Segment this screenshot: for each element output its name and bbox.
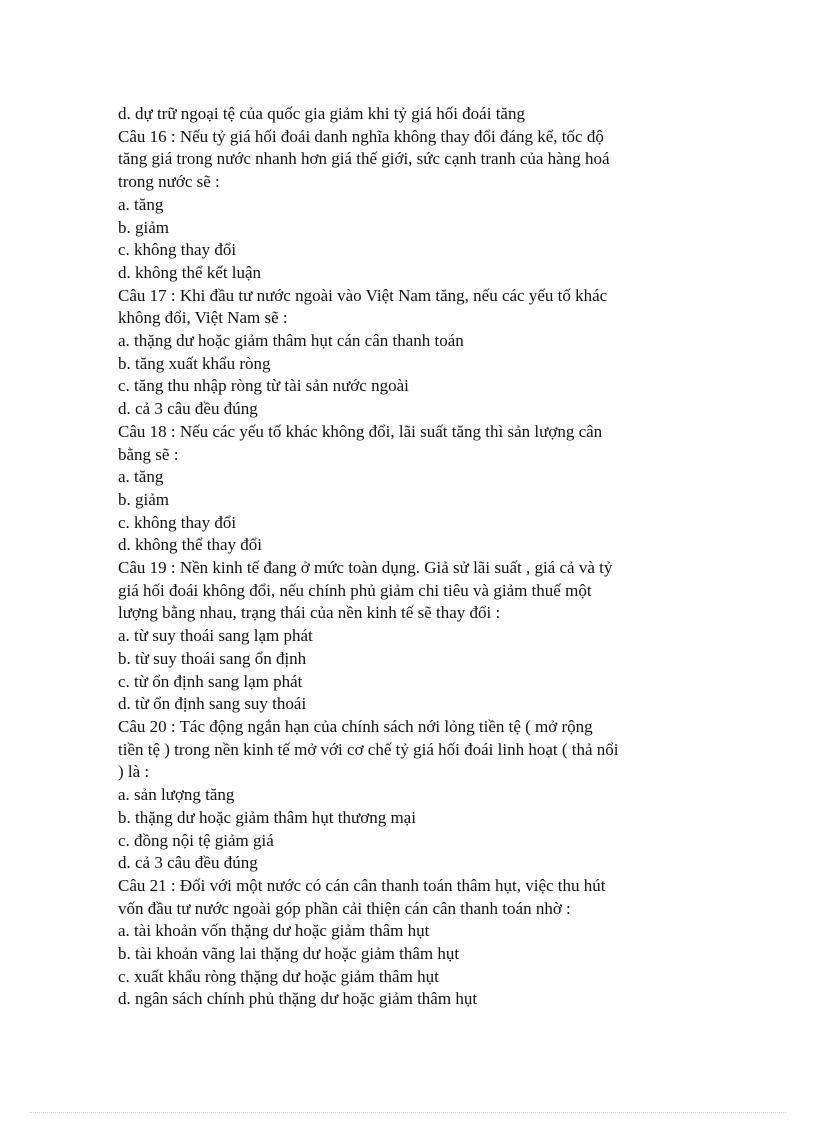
text-line: d. không thể thay đổi [118,535,263,555]
document-text [118,103,688,1011]
text-line: Câu 17 : Khi đầu tư nước ngoài vào Việt Nam tăng, nếu các yếu tố khác [118,285,608,305]
text-line: b. giảm [118,217,169,237]
text-line: a. từ suy thoái sang lạm phát [118,626,313,646]
text-line: c. không thay đổi [118,512,237,532]
text-line: d. cả 3 câu đều đúng [118,399,258,419]
text-line: a. tài khoản vốn thặng dư hoặc giảm thâm hụt [118,921,430,941]
text-line: Câu 21 : Đối với một nước có cán cân thanh toán thâm hụt, việc thu hút [118,875,606,895]
text-line: giá hối đoái không đổi, nếu chính phủ giảm chi tiêu và giảm thuế một [118,580,592,600]
text-line: tăng giá trong nước nhanh hơn giá thế giới, sức cạnh tranh của hàng hoá [118,149,610,169]
text-line: ) là : [118,762,150,782]
text-line: d. không thể kết luận [118,262,262,282]
text-line: Câu 18 : Nếu các yếu tố khác không đổi, lãi suất tăng thì sản lượng cân [118,421,603,441]
text-line: Câu 19 : Nền kinh tế đang ở mức toàn dụng. Giả sử lãi suất , giá cả và tỷ [118,558,613,578]
text-line: a. tăng [118,194,164,214]
text-line: không đổi, Việt Nam sẽ : [118,308,288,328]
text-line: b. từ suy thoái sang ổn định [118,648,307,668]
text-line: vốn đầu tư nước ngoài góp phần cải thiện cán cân thanh toán nhờ : [118,898,571,918]
text-line: c. đồng nội tệ giảm giá [118,830,274,850]
text-line: trong nước sẽ : [118,172,220,192]
text-line: d. từ ổn định sang suy thoái [118,694,307,714]
text-line: c. tăng thu nhập ròng từ tài sản nước ngoài [118,376,409,396]
text-line: a. sản lượng tăng [118,785,235,805]
text-line: b. thặng dư hoặc giảm thâm hụt thương mại [118,807,416,827]
text-line: d. dự trữ ngoại tệ của quốc gia giảm khi tỷ giá hối đoái tăng [118,104,525,123]
text-line: d. ngân sách chính phủ thặng dư hoặc giảm thâm hụt [118,989,478,1009]
page-bottom-rule [30,1112,786,1113]
text-line: b. giảm [118,489,169,509]
text-line: tiền tệ ) trong nền kinh tế mở với cơ chế tỷ giá hối đoái linh hoạt ( thả nổi [118,739,619,759]
text-line: lượng bằng nhau, trạng thái của nền kinh tế sẽ thay đổi : [118,603,501,623]
text-line: c. xuất khẩu ròng thặng dư hoặc giảm thâm hụt [118,966,439,986]
text-line: Câu 16 : Nếu tỷ giá hối đoái danh nghĩa không thay đổi đáng kể, tốc độ [118,126,604,146]
text-line: Câu 20 : Tác động ngắn hạn của chính sách nới lỏng tiền tệ ( mở rộng [118,716,593,736]
text-line: b. tài khoản vãng lai thặng dư hoặc giảm thâm hụt [118,944,460,964]
text-line: b. tăng xuất khẩu ròng [118,353,271,373]
text-line: d. cả 3 câu đều đúng [118,853,258,873]
text-line: c. từ ổn định sang lạm phát [118,671,303,691]
text-line: a. thặng dư hoặc giảm thâm hụt cán cân thanh toán [118,331,464,351]
text-line: a. tăng [118,467,164,487]
text-line: c. không thay đổi [118,240,237,260]
text-line: bằng sẽ : [118,444,179,464]
